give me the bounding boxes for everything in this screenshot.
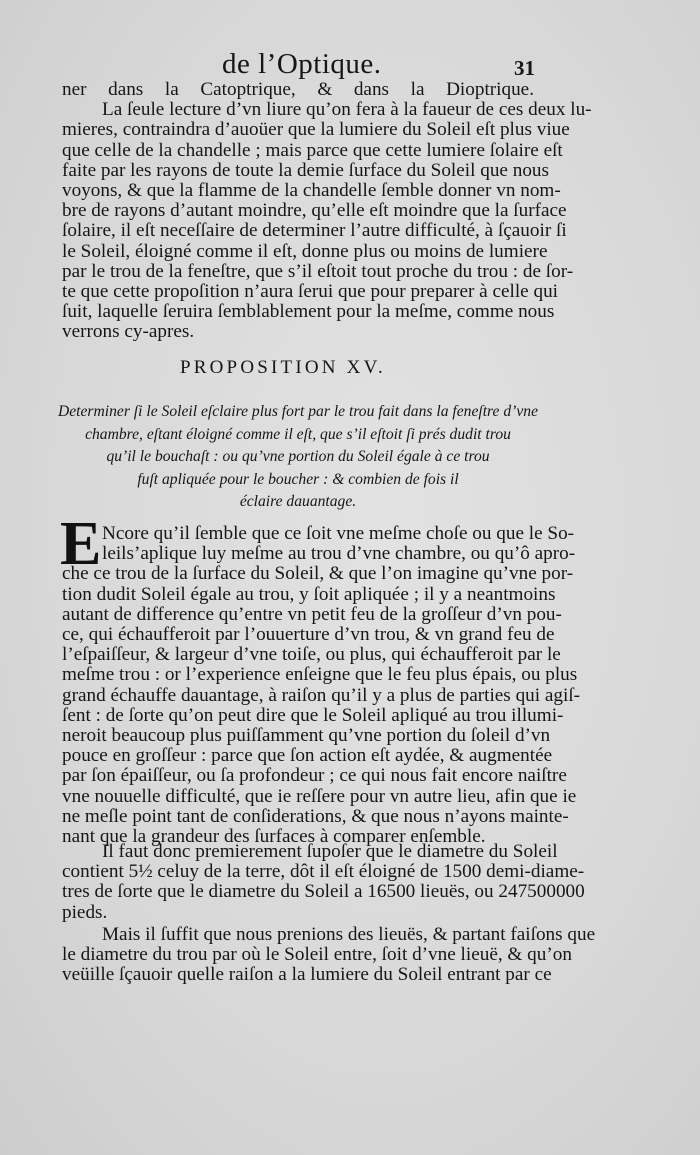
text-line: autant de difference qu’entre vn petit feu de la groſſeur d’vn pou- xyxy=(62,603,562,625)
text-line: te que cette propoſition n’aura ſerui que pour preparer à celle qui xyxy=(62,281,558,303)
text-line: neroit beaucoup plus puiſſamment qu’vne portion du ſoleil d’vn xyxy=(62,725,551,747)
text-line: chambre, eſtant éloigné comme il eſt, que s’il eſtoit ſi prés dudit trou xyxy=(85,425,511,443)
text-line: grand échauffe dauantage, à raiſon qu’il y a plus de parties qui agiſ- xyxy=(62,684,581,706)
text-line: l’eſpaiſſeur, & largeur d’vne toiſe, ou plus, qui échaufferoit par le xyxy=(62,644,561,666)
text-line: meſme trou : or l’experience enſeigne que le feu plus épais, ou plus xyxy=(62,664,578,686)
text-line: éclaire dauantage. xyxy=(239,493,357,510)
text-line: Ncore qu’il ſemble que ce ſoit vne meſme choſe ou que le So- xyxy=(102,523,575,544)
text-line: Il faut donc premierement ſupoſer que le diametre du Soleil xyxy=(102,841,558,862)
text-line: tres de ſorte que le diametre du Soleil a 16500 lieuës, ou 247500000 xyxy=(62,881,585,903)
body-paragraph-2 xyxy=(62,841,585,923)
proposition-heading: PROPOSITION XV. xyxy=(180,357,387,378)
text-line: Determiner ſi le Soleil eſclaire plus fort par le trou fait dans la feneſtre d’vne xyxy=(58,403,538,420)
text-line: La ſeule lecture d’vn liure qu’on fera à la faueur de ces deux lu- xyxy=(102,99,592,121)
text-line: Mais il ſuffit que nous prenions des lieuës, & partant faiſons que xyxy=(102,924,596,945)
text-line: pieds. xyxy=(62,901,108,923)
drop-cap-initial: E xyxy=(60,510,102,578)
text-line: ſuit, laquelle ſeruira ſemblablement pour la meſme, comme nous xyxy=(62,301,555,323)
text-line: nant que la grandeur des ſurfaces à comparer enſemble. xyxy=(62,826,486,848)
text-line: fuſt apliquée pour le boucher : & combien de fois il xyxy=(137,470,459,488)
text-line: voyons, & que la flamme de la chandelle ſemble donner vn nom- xyxy=(62,180,561,202)
body-paragraph-1 xyxy=(60,510,581,848)
text-line: ne meſle point tant de conſiderations, & que nous n’ayons mainte- xyxy=(62,805,569,827)
text-line: mieres, contraindra d’auoüer que la lumiere du Soleil eſt plus viue xyxy=(62,119,570,141)
text-line: vne nouuelle difficulté, que ie reſſere pour vn autre lieu, afin que ie xyxy=(62,785,577,807)
proposition-statement xyxy=(58,401,538,514)
text-line: ſolaire, il eſt neceſſaire de determiner l’autre difficulté, à ſçauoir ſi xyxy=(62,220,567,242)
text-line: le Soleil, éloigné comme il eſt, donne plus ou moins de lumiere xyxy=(62,240,548,262)
text-line: leils’aplique luy meſme au trou d’vne chambre, ou qu’ô apro- xyxy=(102,543,576,565)
text-line: par ſon épaiſſeur, ou ſa profondeur ; ce qui nous fait encore naiſtre xyxy=(62,765,567,787)
text-line: que celle de la chandelle ; mais parce que cette lumiere ſolaire eſt xyxy=(62,139,563,161)
intro-paragraph xyxy=(62,79,592,343)
text-line: par le trou de la feneſtre, que s’il eſtoit tout proche du trou : de ſor- xyxy=(62,260,574,282)
text-line: tion dudit Soleil égale au trou, y ſoit apliquée ; il y a neantmoins xyxy=(62,583,556,605)
text-line: le diametre du trou par où le Soleil entre, ſoit d’vne lieuë, & qu’on xyxy=(62,944,572,966)
text-line: faite par les rayons de toute la demie ſurface du Soleil que nous xyxy=(62,159,549,181)
text-line: ce, qui échaufferoit par l’ouuerture d’vn trou, & vn grand feu de xyxy=(62,624,555,646)
text-line: ſent : de ſorte qu’on peut dire que le Soleil apliqué au trou illumi- xyxy=(62,704,564,726)
body-paragraph-3 xyxy=(62,924,596,986)
running-head-title: de l’Optique. xyxy=(222,48,382,80)
text-line: ner dans la Catoptrique, & dans la Dioptrique. xyxy=(62,79,534,100)
text-line: che ce trou de la ſurface du Soleil, & que l’on imagine qu’vne por- xyxy=(62,563,574,585)
text-line: verrons cy-apres. xyxy=(62,321,195,343)
text-line: pouce en groſſeur : parce que ſon action eſt aydée, & augmentée xyxy=(62,745,553,767)
text-line: veüille ſçauoir quelle raiſon a la lumiere du Soleil entrant par ce xyxy=(62,964,552,986)
text-line: qu’il le bouchaſt : ou qu’vne portion du Soleil égale à ce trou xyxy=(106,448,490,465)
text-line: contient 5½ celuy de la terre, dôt il eſt éloigné de 1500 demi-diame- xyxy=(62,861,585,883)
page-number: 31 xyxy=(514,56,535,80)
text-line: bre de rayons d’autant moindre, qu’elle eſt moindre que la ſurface xyxy=(62,200,567,222)
